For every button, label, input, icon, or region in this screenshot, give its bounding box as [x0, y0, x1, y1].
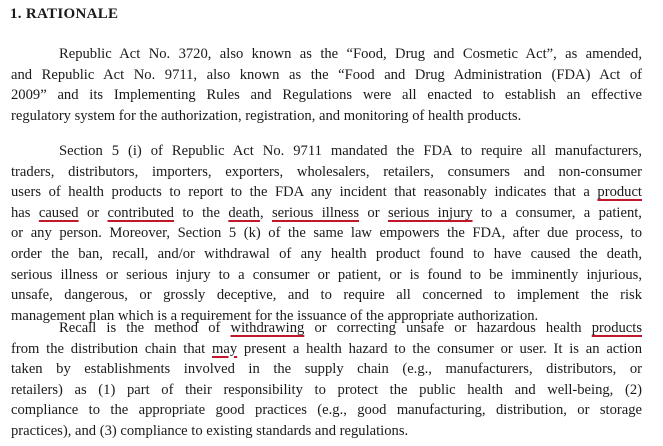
- paragraph-2-line: [11, 203, 642, 223]
- text-span: Recall is the method of: [59, 320, 231, 336]
- annotated-phrase: may: [211, 340, 238, 357]
- text-span: order the ban, recall, and/or withdrawal of any health product found to have caused the death,: [11, 246, 642, 262]
- annotated-phrase: serious illness: [271, 204, 360, 221]
- section-heading: 1. RATIONALE: [10, 6, 119, 22]
- paragraph-1-line: [59, 44, 642, 64]
- text-span: or correcting unsafe or hazardous health: [304, 320, 592, 336]
- text-span: and Republic Act No. 9711, also known as the “Food and Drug Administration (FDA) Act of: [11, 66, 642, 83]
- text-span: to a consumer, a patient,: [472, 204, 642, 221]
- paragraph-2-line: [11, 285, 642, 305]
- text-span: practices), and (3) compliance to existing standards and regulations.: [11, 423, 409, 439]
- annotated-phrase: caused: [38, 204, 79, 221]
- text-span: ,: [259, 204, 272, 221]
- paragraph-2-line: [11, 265, 642, 285]
- annotated-phrase: death: [228, 204, 260, 221]
- annotated-phrase: withdrawing: [230, 320, 305, 336]
- annotated-phrase: product: [597, 184, 642, 201]
- text-span: taken by establishments involved in the supply chain (e.g., manufacturers, distributors, or: [11, 361, 642, 378]
- paragraph-2-line: [11, 182, 642, 202]
- text-span: or any person. Moreover, Section 5 (k) of the same law empowers the FDA, after due process, to: [11, 225, 642, 242]
- text-span: Republic Act No. 3720, also known as the “Food, Drug and Cosmetic Act”, as amended,: [59, 46, 642, 62]
- paragraph-3-line: [11, 421, 408, 441]
- annotated-phrase: products: [591, 320, 642, 336]
- paragraph-1-line: [11, 106, 521, 126]
- text-span: or: [359, 204, 388, 221]
- text-span: management plan which is a requirement for the issuance of the appropriate authorization.: [11, 307, 539, 324]
- paragraph-3-line: [59, 318, 642, 338]
- text-span: 2009” and its Implementing Rules and Regulations were all enacted to establish an effective: [11, 87, 642, 104]
- text-span: traders, distributors, importers, exporters, wholesalers, retailers, consumers and non-consumer: [11, 163, 642, 180]
- annotated-phrase: contributed: [107, 204, 174, 221]
- annotated-phrase: serious injury: [387, 204, 473, 221]
- paragraph-2-line: [11, 244, 642, 264]
- text-span: regulatory system for the authorization, registration, and monitoring of health products.: [11, 107, 522, 124]
- paragraph-2-line: [59, 141, 642, 161]
- paragraph-3-line: [11, 359, 642, 379]
- text-span: unsafe, dangerous, or grossly deceptive, and to require all concerned to implement the risk: [11, 287, 642, 304]
- text-span: present a health hazard to the consumer or user. It is an action: [237, 340, 642, 357]
- paragraph-3-line: [11, 400, 642, 420]
- text-span: compliance to the appropriate good practices (e.g., good manufacturing, distribution, or storage: [11, 402, 642, 419]
- paragraph-3-line: [11, 339, 642, 359]
- text-span: from the distribution chain that: [11, 340, 212, 357]
- paragraph-1-line: [11, 65, 642, 85]
- text-span: or: [78, 204, 108, 221]
- text-span: serious illness or serious injury to a consumer or patient, or is found to be imminently injurious,: [11, 266, 642, 283]
- paragraph-3-line: [11, 380, 642, 400]
- paragraph-2-line: [11, 162, 642, 182]
- paragraph-1-line: [11, 85, 642, 105]
- text-span: has: [11, 204, 39, 221]
- text-span: retailers) as (1) part of their responsibility to protect the public health and well-being, (2): [11, 381, 642, 398]
- text-span: Section 5 (i) of Republic Act No. 9711 mandated the FDA to require all manufacturers,: [59, 143, 642, 159]
- text-span: to the: [173, 204, 229, 221]
- paragraph-2-line: [11, 223, 642, 243]
- text-span: users of health products to report to the FDA any incident that reasonably indicates that a: [11, 184, 598, 201]
